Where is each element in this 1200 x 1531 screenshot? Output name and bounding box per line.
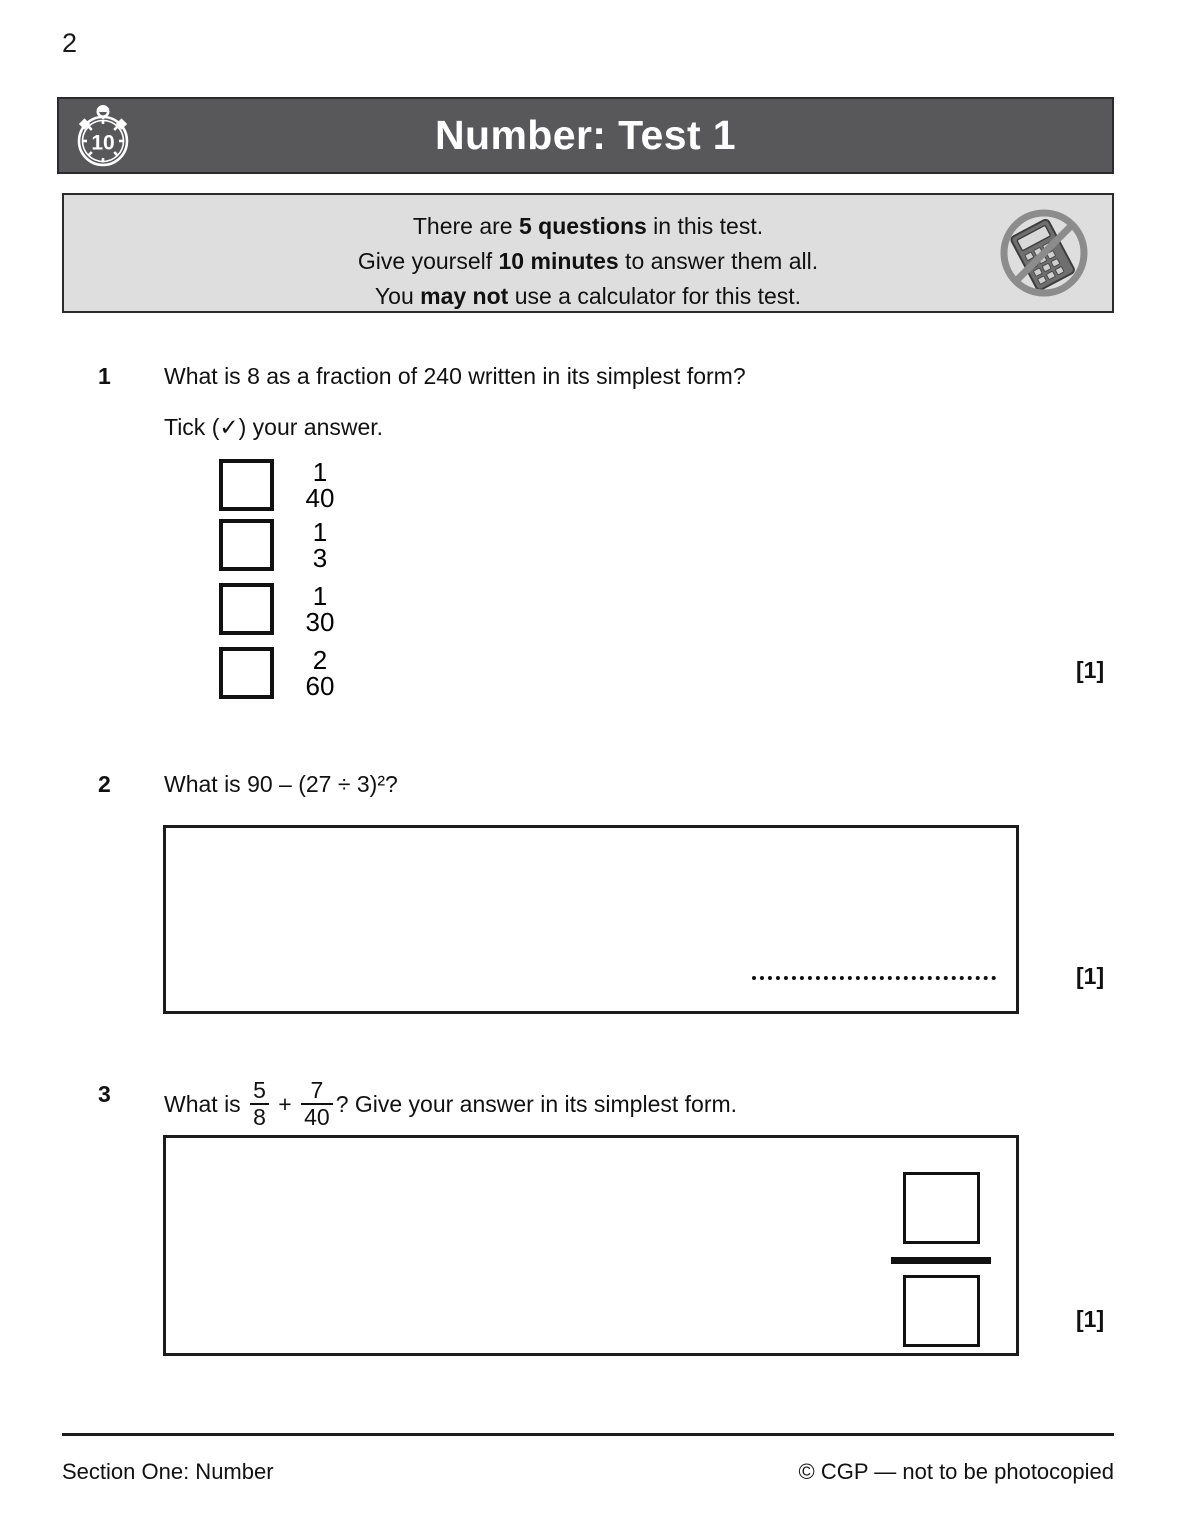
no-calculator-icon	[998, 204, 1090, 302]
footer-divider	[62, 1433, 1114, 1436]
question-1-option-1-checkbox[interactable]	[219, 519, 274, 571]
instructions-line-1	[64, 209, 1112, 244]
instructions-line-2	[64, 244, 1112, 279]
question-1-option-3-denominator: 60	[305, 671, 335, 701]
instructions-line3-pre: You	[374, 283, 421, 309]
question-2-marks: [1]	[1076, 963, 1105, 989]
stopwatch-minutes-label: 10	[91, 131, 115, 154]
page-title: Number: Test 1	[434, 112, 736, 158]
instructions-line2-post: to answer them all.	[618, 248, 819, 274]
question-1-option-2-fraction	[290, 583, 350, 635]
instructions-panel	[62, 193, 1114, 313]
instructions-line3-bold: may not	[420, 283, 509, 309]
question-1-option-3-fraction	[290, 647, 350, 699]
question-3-fraction-bar	[891, 1257, 991, 1264]
question-3-numerator-box[interactable]	[903, 1172, 980, 1244]
footer-copyright: © CGP — not to be photocopied	[798, 1459, 1114, 1484]
question-2-number: 2	[98, 771, 111, 797]
instructions-line-3	[64, 279, 1112, 314]
page-number: 2	[62, 28, 78, 58]
question-3-fraction-2	[301, 1079, 333, 1129]
question-3-fraction-2-numerator: 7	[310, 1077, 324, 1103]
question-3-text-part1: What is	[164, 1091, 241, 1118]
instructions-line2-bold: 10 minutes	[498, 248, 619, 274]
instructions-line2-pre: Give yourself	[357, 248, 499, 274]
question-2-answer-line[interactable]	[752, 972, 996, 980]
footer-section-label: Section One: Number	[62, 1459, 274, 1484]
instructions-line1-post: in this test.	[646, 213, 764, 239]
question-1-option-1-fraction	[290, 519, 350, 571]
question-1-number: 1	[98, 363, 111, 389]
question-1-text: What is 8 as a fraction of 240 written in its simplest form?	[164, 363, 746, 389]
question-2-answer-box[interactable]	[163, 825, 1019, 1014]
instructions-line3-post: use a calculator for this test.	[508, 283, 802, 309]
test-title-bar	[57, 97, 1114, 174]
question-3-fraction-1-numerator: 5	[253, 1077, 266, 1103]
question-1-option-1-numerator: 1	[312, 517, 328, 547]
instructions-line1-bold: 5 questions	[518, 213, 647, 239]
question-1-option-1-denominator: 3	[312, 543, 328, 573]
question-3-fraction-1	[250, 1079, 269, 1129]
question-3-text	[164, 1077, 738, 1131]
question-3-text-part2: ? Give your answer in its simplest form.	[335, 1091, 738, 1118]
question-3-number: 3	[98, 1081, 111, 1107]
question-1-option-2-numerator: 1	[312, 581, 328, 611]
question-3-fraction-1-denominator: 8	[253, 1104, 266, 1130]
stopwatch-icon	[67, 100, 139, 172]
question-3-answer-box[interactable]	[163, 1135, 1019, 1356]
question-1-option-3-checkbox[interactable]	[219, 647, 274, 699]
question-2-text: What is 90 – (27 ÷ 3)²?	[164, 771, 398, 797]
question-1-option-2-checkbox[interactable]	[219, 583, 274, 635]
question-1-option-0-denominator: 40	[305, 483, 335, 513]
instructions-line1-pre: There are	[412, 213, 519, 239]
question-1-option-2-denominator: 30	[305, 607, 335, 637]
question-3-operator: +	[278, 1091, 292, 1118]
question-1-option-3-numerator: 2	[312, 645, 328, 675]
question-1-option-0-fraction	[290, 459, 350, 511]
question-1-marks: [1]	[1076, 657, 1105, 683]
question-1-option-0-checkbox[interactable]	[219, 459, 274, 511]
question-1-option-0-numerator: 1	[312, 457, 328, 487]
instructions-text	[64, 209, 1112, 314]
question-3-fraction-2-denominator: 40	[304, 1104, 330, 1130]
question-3-marks: [1]	[1076, 1306, 1105, 1332]
question-1-subtext: Tick (✓) your answer.	[164, 414, 384, 440]
question-3-denominator-box[interactable]	[903, 1275, 980, 1347]
